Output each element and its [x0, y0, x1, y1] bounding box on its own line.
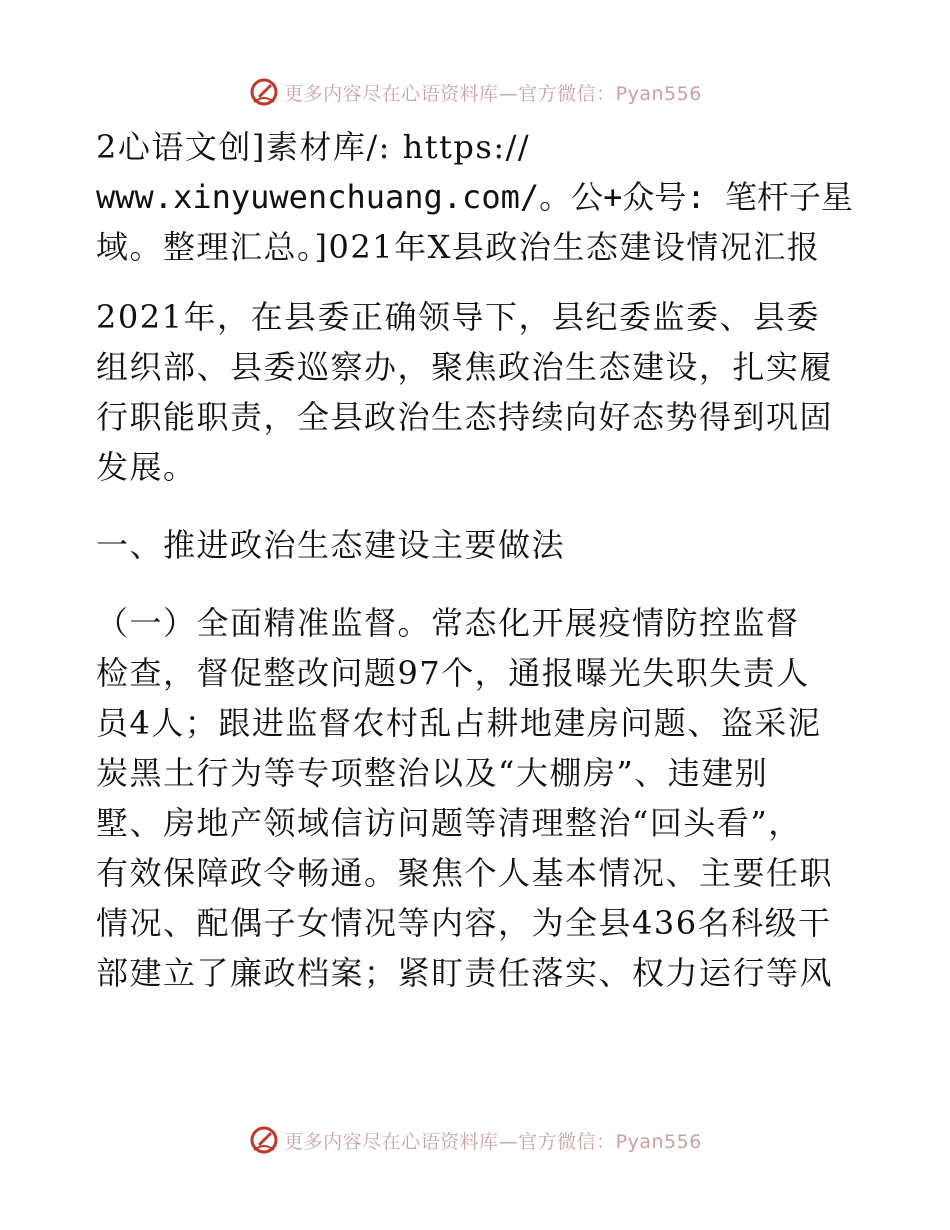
watermark-banner-bottom: [0, 1120, 950, 1160]
watermark-text-cn: 更多内容尽在心语资料库—官方微信：: [284, 82, 616, 105]
subsection-line-8: 部建立了廉政档案；紧盯责任落实、权力运行等风: [96, 954, 834, 992]
subsection-line-2: 检查，督促整改问题97个，通报曝光失职失责人: [96, 654, 810, 692]
section-heading: 一、推进政治生态建设主要做法: [96, 526, 566, 564]
intro-line-4: 发展。: [96, 448, 197, 486]
subsection-line-7: 情况、配偶子女情况等内容，为全县436名科级干: [96, 904, 832, 942]
intro-line-3: 行职能职责，全县政治生态持续向好态势得到巩固: [96, 398, 834, 436]
header-line-1: 2心语文创]素材库/: https://: [96, 128, 531, 166]
watermark-banner-top: [0, 72, 950, 112]
subsection-line-5: 墅、房地产领域信访问题等清理整治“回头看”，: [96, 804, 802, 842]
subsection-line-1: （一）全面精准监督。常态化开展疫情防控监督: [96, 604, 800, 642]
header-line-3: 域。整理汇总。]021年X县政治生态建设情况汇报: [96, 228, 821, 266]
watermark-text-id: Pyan556: [615, 82, 702, 105]
header-line-2: www.xinyuwenchuang.com/。公+众号: 笔杆子星: [96, 178, 853, 216]
document-body: [96, 122, 856, 998]
watermark-text: [284, 79, 702, 106]
subsection-line-4: 炭黑土行为等专项整治以及“大棚房”、违建别: [96, 754, 769, 792]
intro-line-2: 组织部、县委巡察办，聚焦政治生态建设，扎实履: [96, 348, 834, 386]
brand-logo-icon: [248, 1124, 280, 1156]
brand-logo-icon: [248, 76, 280, 108]
subsection-line-6: 有效保障政令畅通。聚焦个人基本情况、主要任职: [96, 854, 834, 892]
subsection-line-3: 员4人；跟进监督农村乱占耕地建房问题、盗采泥: [96, 704, 822, 742]
intro-line-1: 2021年，在县委正确领导下，县纪委监委、县委: [96, 298, 820, 336]
watermark-text-cn: 更多内容尽在心语资料库—官方微信：: [284, 1130, 616, 1153]
watermark-text: [284, 1127, 702, 1154]
watermark-text-id: Pyan556: [615, 1130, 702, 1153]
